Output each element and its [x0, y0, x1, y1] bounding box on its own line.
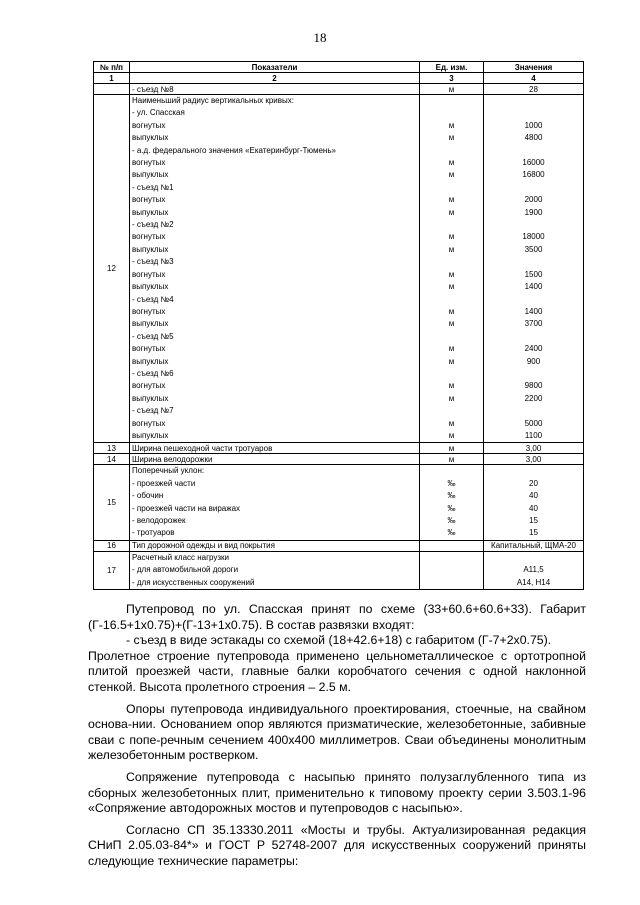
list-item [486, 219, 581, 231]
list-item [422, 182, 481, 194]
row-number: 16 [94, 540, 130, 551]
row-unit: м [420, 454, 484, 465]
list-item: 1100 [524, 430, 543, 440]
list-item: 5000 [524, 418, 543, 428]
col-number: 1 [94, 73, 130, 84]
list-item: вогнутых [132, 120, 166, 130]
list-item [422, 577, 481, 589]
row-values [484, 551, 584, 589]
list-item [486, 256, 581, 268]
paragraph: Опоры путепровода индивидуального проектирования, стоечные, на свайном основа-нии. Основанием опор являются призматические, железобетонные, забивные сваи с попе-речным сечением 400х400 миллиметров. Сваи объединены монолитным железобетонным ростверком. [88, 701, 586, 763]
list-item: м [448, 133, 455, 143]
header-indicator: Показатели [130, 62, 420, 73]
row-name: - съезд №8 [130, 84, 420, 95]
list-item: А14, Н14 [516, 577, 551, 587]
list-item: 1400 [524, 306, 543, 316]
list-item: 15 [529, 528, 538, 538]
column-number-row [94, 73, 584, 84]
list-item: - съезд №4 [132, 294, 174, 304]
list-item: - ул. Спасская [132, 108, 185, 118]
row-units [420, 551, 484, 589]
table-row [94, 84, 584, 95]
list-item: - съезд №5 [132, 331, 174, 341]
list-item: выпуклых [132, 356, 169, 366]
paragraph: Пролетное строение путепровода применено цельнометаллическое с ортотропной плитой проезжей части, главные балки коробчатого сечения с одной наклонной стенкой. Высота пролетного строения – 2.5 м. [88, 648, 586, 694]
list-item: вогнутых [132, 195, 166, 205]
list-item [486, 552, 581, 564]
list-item: 40 [529, 503, 538, 513]
list-item: выпуклых [132, 133, 169, 143]
list-item: ‰ [447, 528, 456, 538]
list-item: вогнутых [132, 269, 166, 279]
list-item [422, 145, 481, 157]
list-item: м [448, 232, 455, 242]
list-item: 15 [529, 516, 538, 525]
list-item: 900 [526, 356, 541, 366]
table-row [94, 540, 584, 551]
paragraph: Сопряжение путепровода с насыпью принято полузаглубленного типа из сборных железобетонных плит, применительно к типовому проекту серии 3.503.1-96 «Сопряжение автодорожных мостов и путепроводов с насыпью». [88, 769, 586, 816]
body-text [88, 602, 586, 870]
list-item: м [448, 207, 455, 217]
list-item [422, 294, 481, 306]
list-item: 9800 [524, 381, 543, 391]
list-item: м [448, 269, 455, 279]
list-item: - проезжей части [132, 478, 196, 488]
list-item: - тротуаров [132, 528, 175, 538]
list-item: м [448, 356, 455, 366]
list-item: - съезд №1 [132, 182, 174, 192]
list-item: м [448, 170, 455, 180]
list-item: м [448, 430, 455, 440]
list-item: м [448, 344, 455, 354]
row-unit: м [420, 443, 484, 454]
header-unit: Ед. изм. [420, 62, 484, 73]
col-number: 4 [484, 73, 584, 84]
list-item: выпуклых [132, 207, 169, 217]
row-name: Тип дорожной одежды и вид покрытия [130, 540, 420, 551]
list-item: вогнутых [132, 306, 166, 316]
list-item: 2000 [524, 195, 543, 205]
row-units [420, 95, 484, 443]
list-item: 4800 [524, 133, 543, 143]
list-item: выпуклых [132, 170, 169, 180]
list-item: - обочин [132, 491, 164, 501]
list-item: выпуклых [132, 393, 169, 403]
list-item [422, 95, 481, 107]
col-number: 3 [420, 73, 484, 84]
list-item: выпуклых [132, 282, 169, 292]
list-item: выпуклых [132, 244, 169, 254]
paragraph: - съезд в виде эстакады со схемой (18+42.6+18) с габаритом (Г-7+2х0.75). [126, 633, 552, 648]
list-item: - проезжей части на виражах [132, 503, 241, 513]
list-item: - съезд №3 [132, 257, 174, 267]
paragraph: Согласно СП 35.13330.2011 «Мосты и трубы. Актуализированная редакция СНиП 2.05.03-84*» и ГОСТ Р 52748-2007 для искусственных сооружений приняты следующие технические параметры: [88, 822, 586, 868]
list-item [422, 552, 481, 564]
row-name: Ширина велодорожки [130, 454, 420, 465]
list-item: м [448, 244, 455, 254]
list-item: м [448, 381, 455, 391]
row-name: Ширина пешеходной части тротуаров [130, 443, 420, 454]
list-item: 3700 [524, 319, 543, 329]
list-item: Поперечный уклон: [132, 466, 205, 476]
list-item [422, 564, 481, 576]
list-item: 40 [529, 491, 538, 501]
row-number: 13 [94, 443, 130, 454]
list-item [486, 405, 581, 417]
table-row [94, 443, 584, 454]
list-item: 20 [529, 478, 538, 488]
list-item: - съезд №2 [132, 220, 174, 230]
table-row [94, 465, 584, 540]
list-item [486, 331, 581, 343]
list-item: м [448, 319, 455, 329]
list-item [486, 182, 581, 194]
list-item: ‰ [447, 491, 456, 501]
list-item [422, 219, 481, 231]
row-value: 3,00 [484, 443, 584, 454]
list-item: 16800 [522, 170, 545, 180]
list-item: выпуклых [132, 430, 169, 440]
list-item: м [448, 120, 455, 130]
list-item: м [448, 158, 455, 168]
list-item: 3500 [524, 244, 543, 254]
list-item: - съезд №7 [132, 406, 174, 416]
page-number: 18 [313, 30, 327, 45]
list-item: ‰ [447, 478, 456, 488]
row-value: 3,00 [484, 454, 584, 465]
list-item: - а.д. федерального значения «Екатеринбург-Тюмень» [132, 145, 336, 155]
table-row [94, 95, 584, 443]
list-item: - велодорожек [132, 516, 186, 525]
row-names [130, 465, 420, 540]
row-names [130, 95, 420, 443]
row-number: 12 [94, 95, 130, 443]
list-item: ‰ [447, 503, 456, 513]
list-item: вогнутых [132, 381, 166, 391]
list-item: Наименьший радиус вертикальных кривых: [132, 96, 294, 105]
col-number: 2 [130, 73, 420, 84]
row-number: 14 [94, 454, 130, 465]
table-header-row [94, 62, 584, 73]
list-item [486, 95, 581, 107]
header-value: Значения [484, 62, 584, 73]
row-number: 17 [94, 551, 130, 589]
list-item [422, 368, 481, 380]
row-value: Капитальный, ЩМА-20 [484, 540, 584, 551]
list-item: - съезд №6 [132, 368, 174, 378]
list-item [422, 331, 481, 343]
list-item: 1400 [524, 282, 543, 292]
row-value: 28 [484, 84, 584, 95]
list-item [422, 107, 481, 119]
row-names [130, 551, 420, 589]
list-item: м [448, 282, 455, 292]
row-values [484, 95, 584, 443]
list-item: - для искусственных сооружений [132, 577, 255, 587]
row-units [420, 465, 484, 540]
row-unit [420, 540, 484, 551]
list-item [422, 256, 481, 268]
row-unit: м [420, 84, 484, 95]
list-item [486, 368, 581, 380]
row-values [484, 465, 584, 540]
list-item [486, 294, 581, 306]
list-item: вогнутых [132, 158, 166, 168]
list-item: - для автомобильной дороги [132, 565, 239, 575]
list-item: вогнутых [132, 232, 166, 242]
list-item [486, 107, 581, 119]
list-item: м [448, 195, 455, 205]
list-item: м [448, 306, 455, 316]
list-item: ‰ [447, 516, 456, 525]
list-item: 1000 [524, 120, 543, 130]
list-item [422, 405, 481, 417]
list-item [486, 465, 581, 477]
list-item: 2400 [524, 344, 543, 354]
list-item [422, 465, 481, 477]
list-item: 2200 [524, 393, 543, 403]
list-item: А11,5 [523, 565, 544, 575]
table-row [94, 551, 584, 589]
list-item: вогнутых [132, 344, 166, 354]
list-item: выпуклых [132, 319, 169, 329]
list-item: 1500 [524, 269, 543, 279]
list-item: вогнутых [132, 418, 166, 428]
list-item [486, 145, 581, 157]
list-item: Расчетный класс нагрузки [132, 552, 230, 562]
table-row [94, 454, 584, 465]
list-item: м [448, 393, 455, 403]
list-item: 16000 [522, 158, 545, 168]
parameters-table [93, 61, 584, 590]
list-item: 1900 [524, 207, 543, 217]
list-item: 18000 [522, 232, 545, 242]
paragraph: Путепровод по ул. Спасская принят по схеме (33+60.6+60.6+33). Габарит (Г-16.5+1х0.75)+(Г-13+1х0.75). В состав развязки входят: [88, 602, 586, 632]
row-number: 15 [94, 465, 130, 540]
list-item: м [448, 418, 455, 428]
header-no: № п/п [94, 62, 130, 73]
